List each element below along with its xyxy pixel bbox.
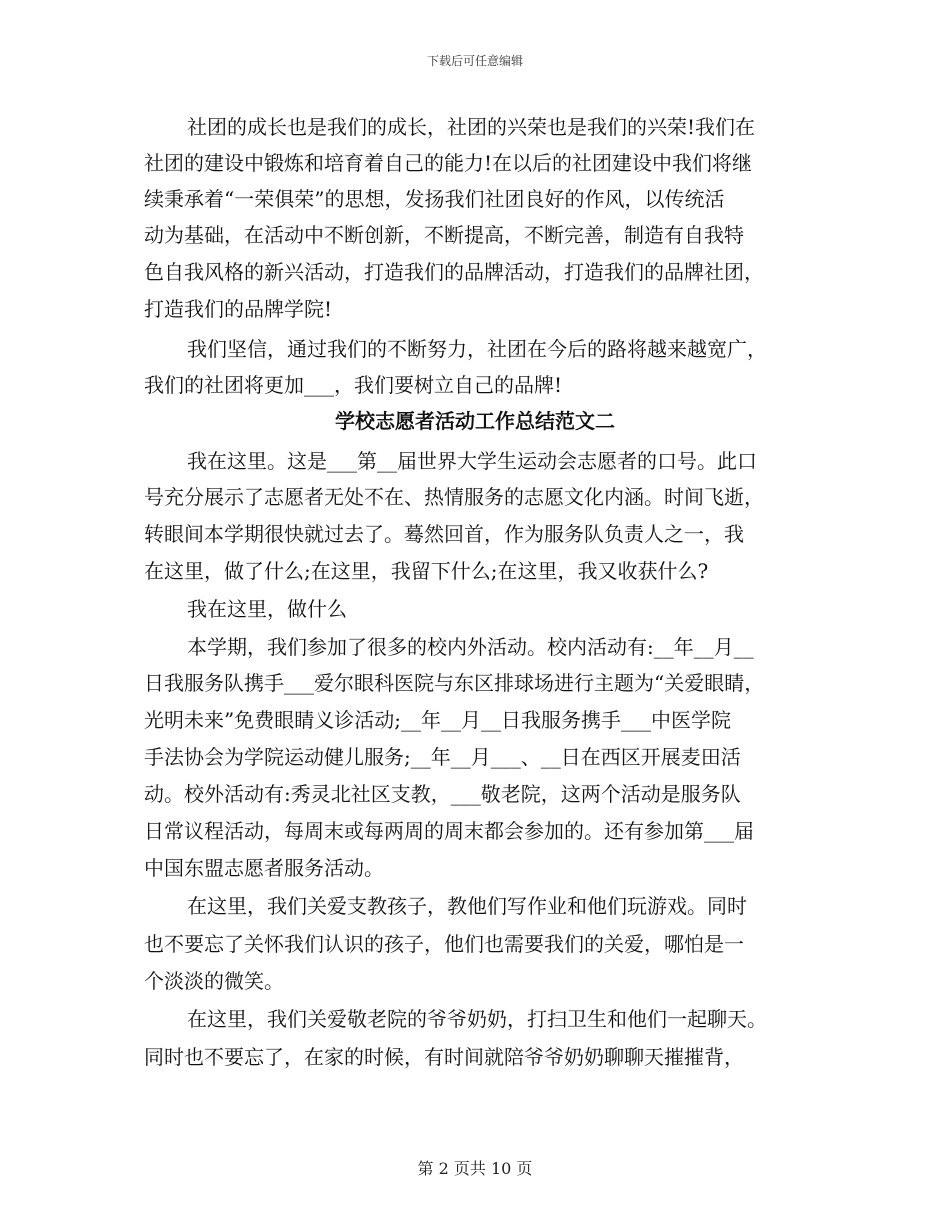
- text-line: 我在这里，做什么: [187, 597, 347, 621]
- text-line: 日常议程活动，每周末或每两周的周末都会参加的。还有参加第___届: [144, 819, 754, 843]
- page-footer: 第 2 页共 10 页: [417, 1159, 533, 1178]
- text-line: 光明未来”免费眼睛义诊活动;__年__月__日我服务携手___中医学院: [144, 708, 731, 732]
- text-line: 动为基础，在活动中不断创新，不断提高，不断完善，制造有自我特: [144, 223, 744, 247]
- text-line: 社团的成长也是我们的成长，社团的兴荣也是我们的兴荣!我们在: [187, 115, 756, 139]
- text-line: 动。校外活动有:秀灵北社区支教，___敬老院，这两个活动是服务队: [144, 782, 741, 806]
- text-line: 续秉承着“一荣俱荣”的思想，发扬我们社团良好的作风，以传统活: [144, 187, 725, 211]
- text-line: 色自我风格的新兴活动，打造我们的品牌活动，打造我们的品牌社团，: [144, 260, 764, 284]
- text-line: 我在这里。这是___第__届世界大学生运动会志愿者的口号。此口: [187, 449, 757, 473]
- text-line: 同时也不要忘了，在家的时候，有时间就陪爷爷奶奶聊聊天摧摧背，: [144, 1045, 744, 1069]
- text-line: 手法协会为学院运动健儿服务;__年__月___、__日在西区开展麦田活: [144, 745, 741, 769]
- text-line: 转眼间本学期很快就过去了。蓦然回首，作为服务队负责人之一，我: [144, 522, 744, 546]
- text-line: 在这里，做了什么;在这里，我留下什么;在这里，我又收获什么?: [144, 559, 709, 583]
- text-line: 打造我们的品牌学院!: [144, 297, 333, 321]
- text-line: 也不要忘了关怀我们认识的孩子，他们也需要我们的关爱，哪怕是一: [144, 932, 744, 956]
- text-line: 号充分展示了志愿者无处不在、热情服务的志愿文化内涵。时间飞逝，: [144, 485, 764, 509]
- text-line: 在这里，我们关爱支教孩子，教他们写作业和他们玩游戏。同时: [187, 894, 747, 918]
- header-note: 下载后可任意编辑: [426, 54, 523, 68]
- text-line: 社团的建设中锻炼和培育着自己的能力!在以后的社团建设中我们将继: [144, 151, 753, 175]
- text-line: 本学期，我们参加了很多的校内外活动。校内活动有:__年__月__: [187, 635, 754, 659]
- text-line: 个淡淡的微笑。: [144, 969, 284, 993]
- text-line: 日我服务队携手___爱尔眼科医院与东区排球场进行主题为“关爱眼睛，: [144, 671, 765, 695]
- text-line: 中国东盟志愿者服务活动。: [144, 856, 384, 880]
- text-line: 我们坚信，通过我们的不断努力，社团在今后的路将越来越宽广，: [187, 337, 767, 361]
- section-title: 学校志愿者活动工作总结范文二: [335, 409, 615, 433]
- text-line: 我们的社团将更加___，我们要树立自己的品牌!: [144, 373, 563, 397]
- text-line: 在这里，我们关爱敬老院的爷爷奶奶，打扫卫生和他们一起聊天。: [187, 1007, 767, 1031]
